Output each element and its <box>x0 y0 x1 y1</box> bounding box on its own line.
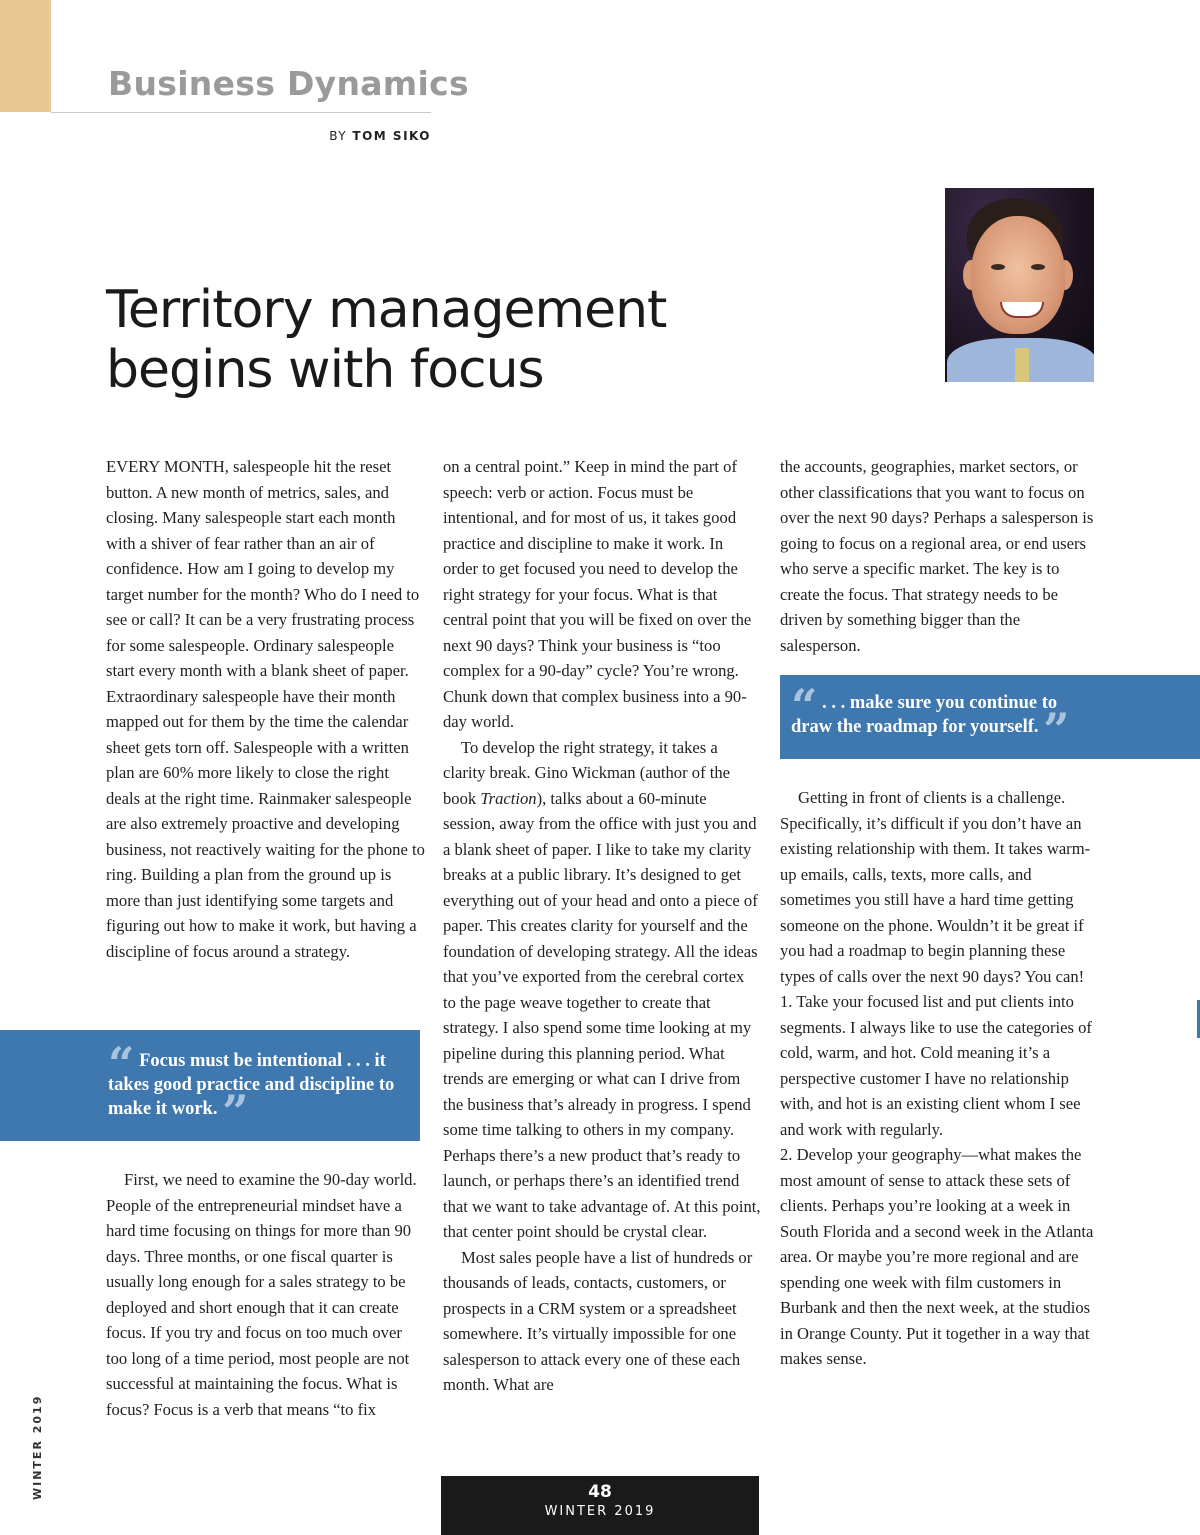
header-rule <box>51 112 431 113</box>
article-headline <box>106 280 726 400</box>
col3-paragraph-2: Getting in front of clients is a challenge. Specifically, it’s difficult if you don’t have an existing relationship with them. It takes warm-up emails, calls, texts, more calls, and sometimes you still have a hard time getting someone on the phone. Wouldn’t it be great if you had a roadmap to begin planning these types of calls over the next 90 days? You can! <box>780 788 1091 986</box>
page-number: 48 <box>588 1482 612 1502</box>
open-quote-icon: “ <box>108 1037 135 1091</box>
side-issue-label: WINTER 2019 <box>31 1394 44 1500</box>
pullquote-2-text: . . . make sure you continue to draw the roadmap for yourself. <box>791 693 1058 737</box>
close-quote-icon: ” <box>1043 703 1070 757</box>
photo-eye-right <box>1031 264 1045 270</box>
byline-author: TOM SIKO <box>352 129 431 143</box>
byline-prefix: BY <box>329 129 348 143</box>
col1-paragraph-2: First, we need to examine the 90-day world. People of the entrepreneurial mindset have a hard time focusing on things for more than 90 days. Three months, or one fiscal quarter is usually long enough for a sales strategy to be deployed and short enough that it can create focus. If you try and focus on too much over too long of a time period, most people are not successful at maintaining the focus. What is focus? Focus is a verb that means “to fix <box>106 1170 417 1419</box>
column-3-lower <box>780 785 1098 1372</box>
col2-paragraph-2 <box>443 735 761 1245</box>
section-title: Business Dynamics <box>108 64 469 103</box>
column-1 <box>106 454 426 964</box>
column-1-lower <box>106 1167 424 1422</box>
col3-paragraph-1: the accounts, geographies, market sectors, or other classifications that you want to focus on over the next 90 days? Perhaps a salesperson is going to focus on a regional area, or end users who serve a specific market. The key is to create the focus. That strategy needs to be driven by something bigger than the salesperson. <box>780 457 1094 655</box>
col2-paragraph-1: on a central point.” Keep in mind the part of speech: verb or action. Focus must be intentional, and for most of us, it takes good practice and discipline to make it work. In order to get focused you need to develop the right strategy for your focus. What is that central point that you will be fixed on over the next 90 days? Think your business is “too complex for a 90-day” cycle? You’re wrong. Chunk down that complex business into a 90-day world. <box>443 457 752 731</box>
column-2 <box>443 454 761 1398</box>
footer-issue: WINTER 2019 <box>544 1504 656 1519</box>
headline-line-1: Territory management <box>106 280 667 340</box>
close-quote-icon: ” <box>222 1084 249 1139</box>
headline-line-2: begins with focus <box>106 340 544 400</box>
photo-eye-left <box>991 264 1005 270</box>
column-3 <box>780 454 1098 658</box>
author-photo <box>945 188 1094 382</box>
pullquote-1 <box>0 1030 420 1141</box>
book-title: Traction <box>480 788 537 808</box>
photo-tie <box>1015 348 1029 382</box>
section-color-tab <box>0 0 51 112</box>
col3-list-item-2: 2. Develop your geography—what makes the most amount of sense to attack these sets of clients. Perhaps you’re looking at a week in South Florida and a second week in the Atlanta area. Or maybe you’re more regional and are spending one week with film customers in Burbank and then the next week, at the studios in Orange County. Put it together in a way that makes sense. <box>780 1145 1094 1368</box>
col1-paragraph-1: EVERY MONTH, salespeople hit the reset button. A new month of metrics, sales, and closing. Many salespeople start each month with a shiver of fear rather than an air of confidence. How am I going to develop my target number for the month? Who do I need to see or call? It can be a very frustrating process for some salespeople. Ordinary salespeople start every month with a blank sheet of paper. Extraordinary salespeople have their month mapped out for them by the time the calendar sheet gets torn off. Salespeople with a written plan are 60% more likely to close the right deals at the right time. Rainmaker salespeople are also extremely proactive and developing business, not reactively waiting for the phone to ring. Building a plan from the ground up is more than just identifying some targets and figuring out how to make it work, but having a discipline of focus around a strategy. <box>106 457 425 961</box>
col2-p2-text-b: ), talks about a 60-minute session, away from the office with just you and a blank sheet of paper. I like to take my clarity breaks at a public library. It’s designed to get everything out of your head and onto a piece of paper. This creates clarity for yourself and the foundation of developing strategy. All the ideas that you’ve exported from the cerebral cortex to the page weave together to create that strategy. I also spend some time looking at my pipeline during this planning period. What trends are emerging or what can I drive from the business that’s already in progress. I spend some time talking to others in my company. Perhaps there’s a new product that’s ready to launch, or perhaps there’s an identified trend that we want to take advantage of. At this point, that center point should be crystal clear. <box>443 788 761 1241</box>
pullquote-2 <box>780 675 1200 759</box>
page-footer <box>441 1476 759 1535</box>
col2-paragraph-3: Most sales people have a list of hundreds or thousands of leads, contacts, customers, or prospects in a CRM system or a spreadsheet somewhere. It’s virtually impossible for one salesperson to attack every one of these each month. What are <box>443 1247 753 1394</box>
byline <box>329 129 431 143</box>
pullquote-1-text: Focus must be intentional . . . it takes good practice and discipline to make it work. <box>108 1051 395 1119</box>
col2-p2-text-a: To develop the right strategy, it takes a clarity break. Gino Wickman (author of the book <box>443 737 731 808</box>
open-quote-icon: “ <box>791 679 818 733</box>
col3-list-item-1: 1. Take your focused list and put clients into segments. I always like to use the categories of cold, warm, and hot. Cold meaning it’s a perspective customer I have no relationship with, and hot is an existing client whom I see and work with regularly. <box>780 992 1092 1139</box>
